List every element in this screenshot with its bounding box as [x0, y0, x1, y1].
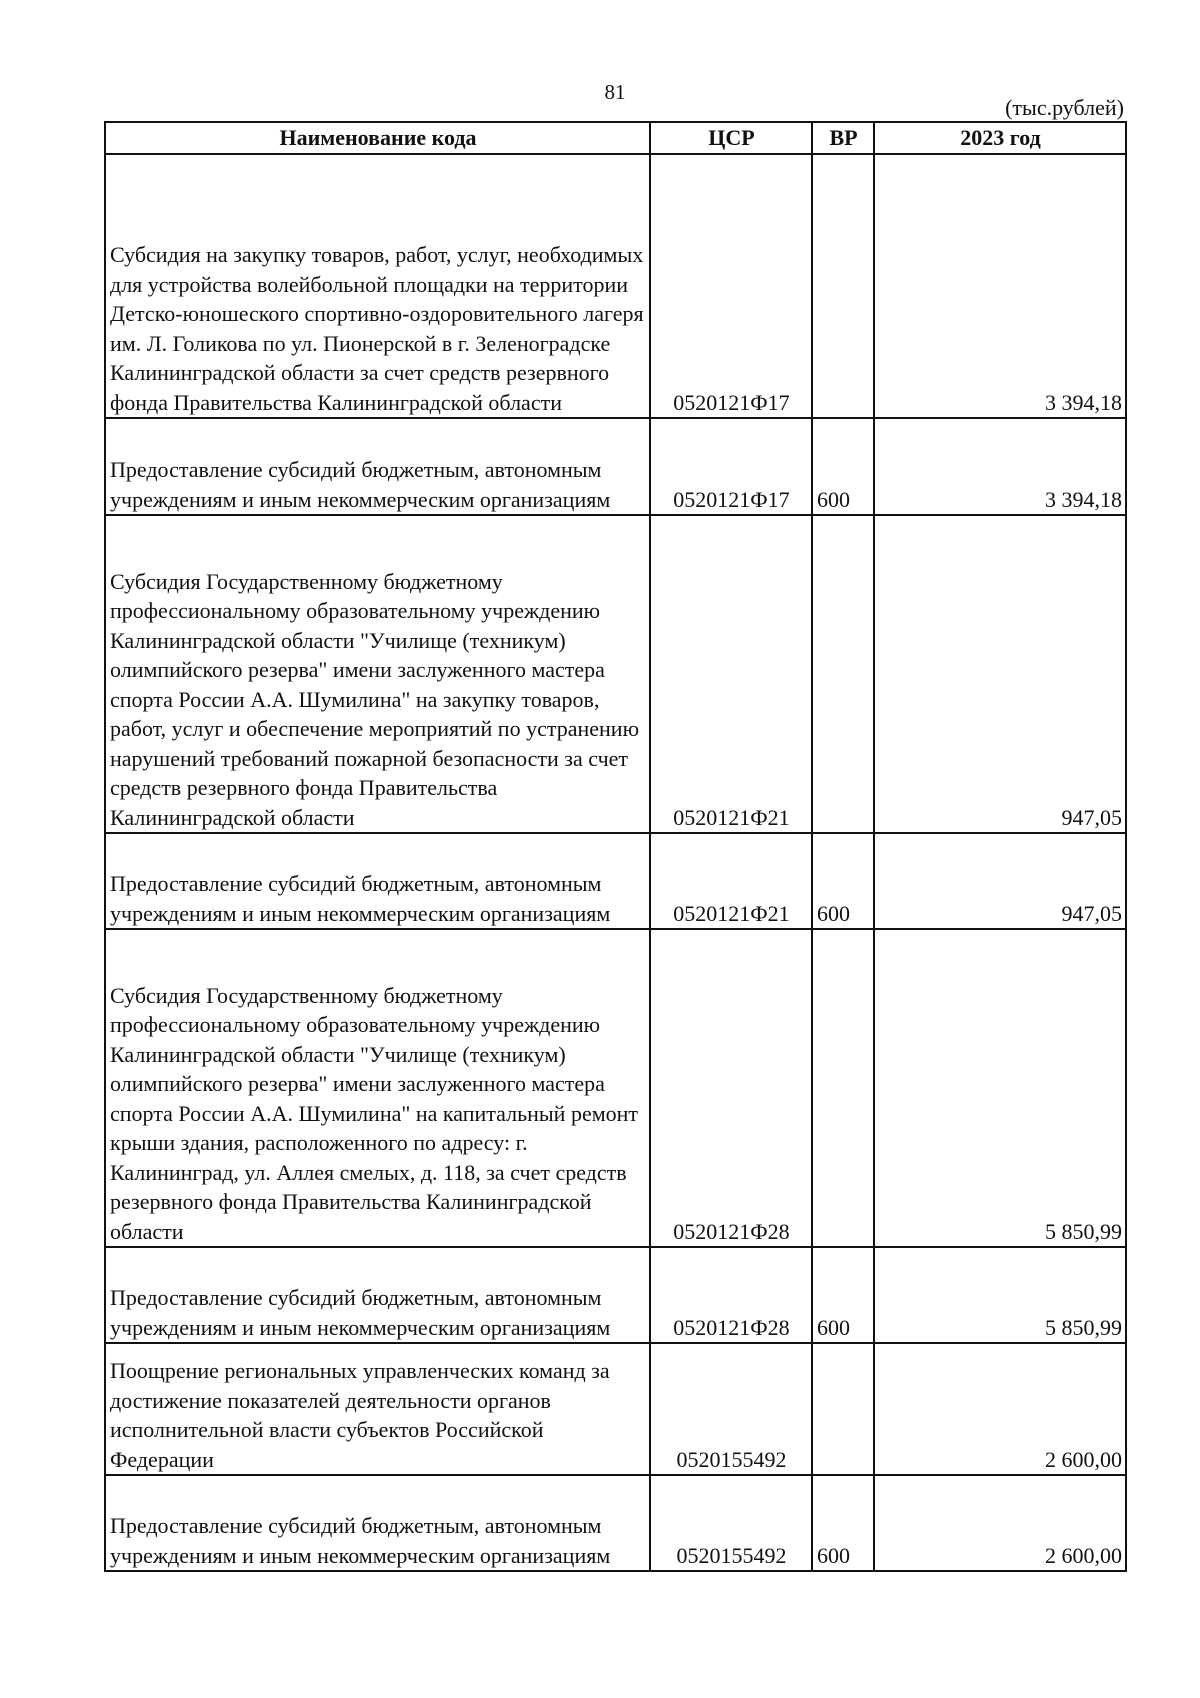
- table-row: [105, 1475, 1126, 1571]
- row-amount: 2 600,00: [874, 1475, 1126, 1571]
- row-vr: [812, 154, 874, 418]
- row-csr: 0520121Ф28: [650, 929, 812, 1247]
- table-row: [105, 833, 1126, 929]
- row-csr: 0520121Ф17: [650, 154, 812, 418]
- row-vr: 600: [812, 1475, 874, 1571]
- row-amount: 947,05: [874, 515, 1126, 833]
- table-row: [105, 515, 1126, 833]
- row-name: Предоставление субсидий бюджетным, автономным учреждениям и иным некоммерческим организациям: [105, 1247, 650, 1343]
- row-amount: 5 850,99: [874, 1247, 1126, 1343]
- row-name: Предоставление субсидий бюджетным, автономным учреждениям и иным некоммерческим организациям: [105, 833, 650, 929]
- row-csr: 0520121Ф21: [650, 833, 812, 929]
- table-row: [105, 154, 1126, 418]
- row-csr: 0520121Ф17: [650, 418, 812, 515]
- row-csr: 0520121Ф28: [650, 1247, 812, 1343]
- table-row: [105, 1343, 1126, 1475]
- table-row: [105, 929, 1126, 1247]
- row-amount: 3 394,18: [874, 154, 1126, 418]
- row-vr: [812, 515, 874, 833]
- header-csr: ЦСР: [650, 122, 812, 154]
- header-year: 2023 год: [874, 122, 1126, 154]
- row-amount: 2 600,00: [874, 1343, 1126, 1475]
- row-amount: 947,05: [874, 833, 1126, 929]
- row-amount: 5 850,99: [874, 929, 1126, 1247]
- header-vr: ВР: [812, 122, 874, 154]
- header-name: Наименование кода: [105, 122, 650, 154]
- row-csr: 0520155492: [650, 1343, 812, 1475]
- page-number: 81: [604, 80, 626, 104]
- row-name: Предоставление субсидий бюджетным, автономным учреждениям и иным некоммерческим организациям: [105, 418, 650, 515]
- row-vr: [812, 929, 874, 1247]
- table-row: [105, 1247, 1126, 1343]
- row-name: Субсидия Государственному бюджетному профессиональному образовательному учреждению Калининградской области "Училище (техникум) олимпийского резерва" имени заслуженного мастера спорта России А.А. Шумилина" на капитальный ремонт крыши здания, расположенного по адресу: г. Калининград, ул. Аллея смелых, д. 118, за счет средств резервного фонда Правительства Калининградской области: [105, 929, 650, 1247]
- budget-table: [104, 121, 1127, 1572]
- row-vr: 600: [812, 418, 874, 515]
- row-vr: [812, 1343, 874, 1475]
- row-name: Субсидия на закупку товаров, работ, услуг, необходимых для устройства волейбольной площадки на территории Детско-юношеского спортивно-оздоровительного лагеря им. Л. Голикова по ул. Пионерской в г. Зеленоградске Калининградской области за счет средств резервного фонда Правительства Калининградской области: [105, 154, 650, 418]
- table-row: [105, 418, 1126, 515]
- units-label: (тыс.рублей): [1005, 95, 1124, 120]
- row-csr: 0520155492: [650, 1475, 812, 1571]
- row-csr: 0520121Ф21: [650, 515, 812, 833]
- row-name: Поощрение региональных управленческих команд за достижение показателей деятельности органов исполнительной власти субъектов Российской Федерации: [105, 1343, 650, 1475]
- row-amount: 3 394,18: [874, 418, 1126, 515]
- row-name: Субсидия Государственному бюджетному профессиональному образовательному учреждению Калининградской области "Училище (техникум) олимпийского резерва" имени заслуженного мастера спорта России А.А. Шумилина" на закупку товаров, работ, услуг и обеспечение мероприятий по устранению нарушений требований пожарной безопасности за счет средств резервного фонда Правительства Калининградской области: [105, 515, 650, 833]
- row-vr: 600: [812, 1247, 874, 1343]
- row-vr: 600: [812, 833, 874, 929]
- header-row: [105, 122, 1126, 154]
- row-name: Предоставление субсидий бюджетным, автономным учреждениям и иным некоммерческим организациям: [105, 1475, 650, 1571]
